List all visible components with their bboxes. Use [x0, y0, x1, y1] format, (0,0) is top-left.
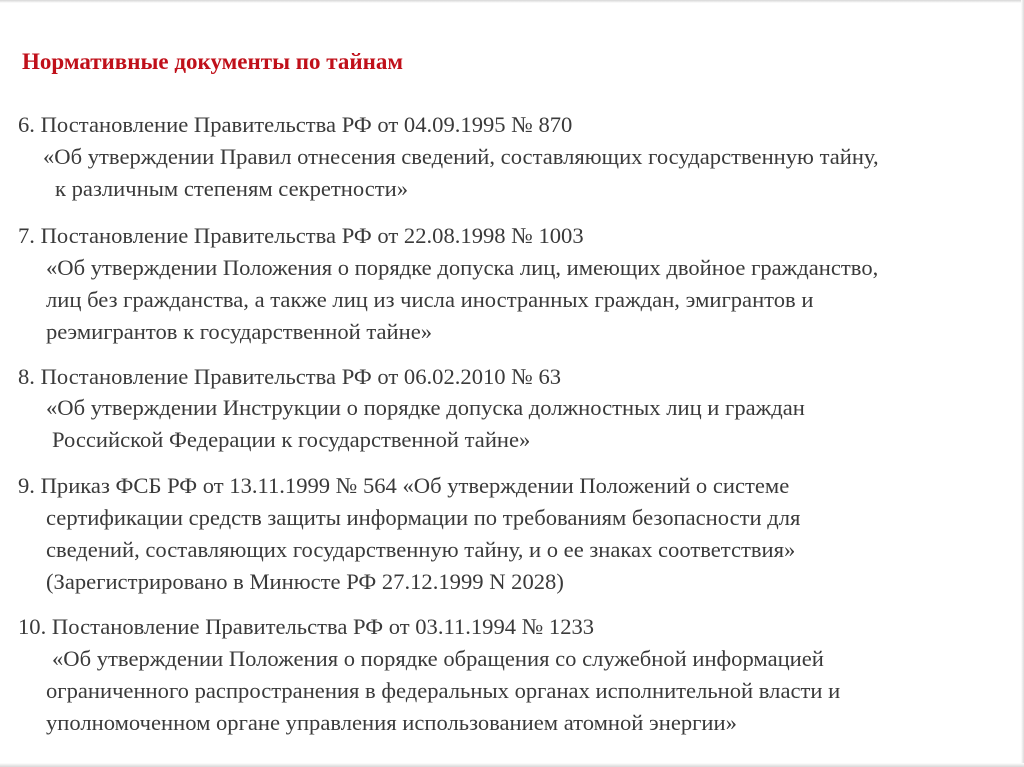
document-description: (Зарегистрировано в Минюсте РФ 27.12.1999 N 2028)	[46, 569, 564, 594]
document-description: лиц без гражданства, а также лиц из числа иностранных граждан, эмигрантов и	[46, 287, 814, 312]
document-heading: 7. Постановление Правительства РФ от 22.08.1998 № 1003	[18, 223, 584, 248]
document-description: ограниченного распространения в федеральных органах исполнительной власти и	[46, 678, 841, 703]
document-description: Российской Федерации к государственной тайне»	[52, 427, 531, 452]
document-heading: 6. Постановление Правительства РФ от 04.09.1995 № 870	[18, 112, 573, 137]
document-description: уполномоченном органе управления использованием атомной энергии»	[46, 710, 737, 735]
document-description: «Об утверждении Правил отнесения сведений, составляющих государственную тайну,	[43, 144, 879, 169]
document-description: сертификации средств защиты информации по требованиям безопасности для	[46, 505, 801, 530]
document-description: «Об утверждении Инструкции о порядке допуска должностных лиц и граждан	[46, 395, 805, 420]
document-heading: 10. Постановление Правительства РФ от 03.11.1994 № 1233	[18, 614, 595, 639]
slide-top-edge	[0, 0, 1024, 3]
slide-title: Нормативные документы по тайнам	[22, 49, 404, 74]
document-description: сведений, составляющих государственную тайну, и о ее знаках соответствия»	[46, 537, 796, 562]
document-description: к различным степеням секретности»	[55, 176, 409, 201]
document-description: «Об утверждении Положения о порядке обращения со служебной информацией	[52, 646, 824, 671]
document-description: «Об утверждении Положения о порядке допуска лиц, имеющих двойное гражданство,	[46, 255, 879, 280]
document-description: реэмигрантов к государственной тайне»	[46, 319, 433, 344]
document-heading: 9. Приказ ФСБ РФ от 13.11.1999 № 564 «Об утверждении Положений о системе	[18, 473, 790, 498]
document-heading: 8. Постановление Правительства РФ от 06.02.2010 № 63	[18, 364, 562, 389]
slide-bottom-edge	[0, 763, 1024, 767]
